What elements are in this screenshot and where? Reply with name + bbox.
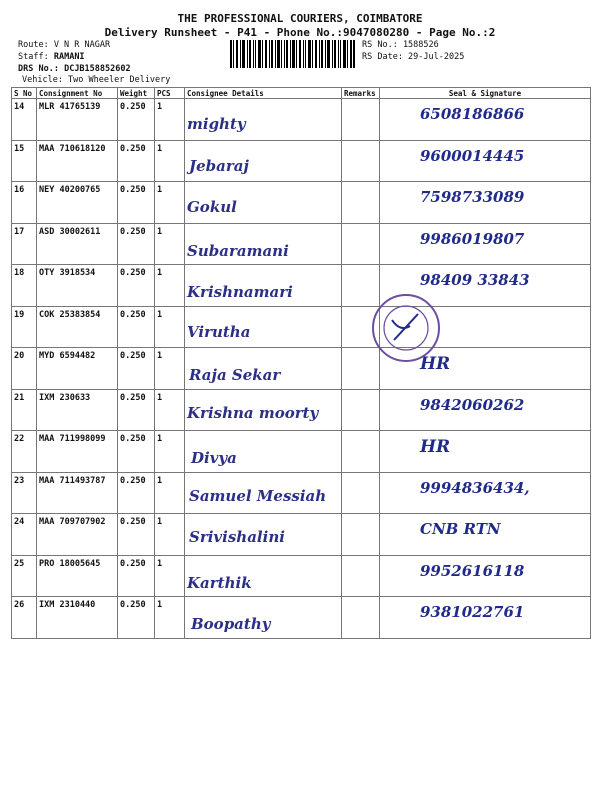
table-row (12, 555, 591, 597)
table-row (12, 265, 591, 307)
row-sno: 25 (12, 555, 37, 597)
row-weight: 0.250 (118, 306, 155, 348)
row-sno: 15 (12, 140, 37, 182)
signature-phone: 9952616118 (420, 561, 525, 580)
consignee-handwritten-name: Raja Sekar (189, 366, 281, 384)
consignee-handwritten-name: Virutha (187, 322, 251, 341)
row-consignment: MAA 710618120 (37, 140, 118, 182)
row-weight: 0.250 (118, 140, 155, 182)
row-pcs: 1 (155, 389, 185, 431)
row-pcs: 1 (155, 472, 185, 514)
row-sno: 14 (12, 99, 37, 141)
signature-phone: 9600014445 (420, 146, 525, 165)
row-signature (380, 140, 591, 182)
table-row (12, 306, 591, 348)
company-title: THE PROFESSIONAL COURIERS, COIMBATORE (177, 12, 423, 25)
row-signature (380, 555, 591, 597)
row-pcs: 1 (155, 431, 185, 473)
table-row (12, 140, 591, 182)
row-consignee (185, 514, 342, 556)
row-pcs: 1 (155, 306, 185, 348)
row-consignment: MAA 711998099 (37, 431, 118, 473)
staff-label: Staff: (18, 52, 49, 62)
col-signature: Seal & Signature (380, 88, 591, 99)
row-remarks (342, 99, 380, 141)
consignee-handwritten-name: Subaramani (187, 241, 289, 260)
row-consignment: PRO 18005645 (37, 555, 118, 597)
consignee-handwritten-name: Jebaraj (189, 156, 249, 175)
row-remarks (342, 597, 380, 639)
row-sno: 17 (12, 223, 37, 265)
row-weight: 0.250 (118, 472, 155, 514)
row-consignment: IXM 2310440 (37, 597, 118, 639)
row-sno: 18 (12, 265, 37, 307)
table-row (12, 389, 591, 431)
seal-stamp (370, 292, 442, 364)
row-pcs: 1 (155, 182, 185, 224)
row-remarks (342, 223, 380, 265)
row-consignment: MLR 41765139 (37, 99, 118, 141)
table-row (12, 223, 591, 265)
runsheet-subtitle: Delivery Runsheet - P41 - Phone No.:9047080280 - Page No.:2 (104, 26, 496, 39)
row-pcs: 1 (155, 223, 185, 265)
row-remarks (342, 182, 380, 224)
row-consignee (185, 140, 342, 182)
col-consignee: Consignee Details (185, 88, 342, 99)
consignee-handwritten-name: Divya (191, 449, 237, 467)
consignee-handwritten-name: Karthik (187, 573, 252, 592)
col-pcs: PCS (155, 88, 185, 99)
staff-line (18, 52, 85, 62)
route-label: Route: V N R NAGAR (18, 40, 111, 50)
row-weight: 0.250 (118, 389, 155, 431)
vehicle-label: Vehicle: Two Wheeler Delivery (22, 75, 171, 85)
row-consignee (185, 431, 342, 473)
row-remarks (342, 472, 380, 514)
row-remarks (342, 514, 380, 556)
signature-phone: 7598733089 (420, 188, 525, 206)
row-weight: 0.250 (118, 265, 155, 307)
row-remarks (342, 431, 380, 473)
row-signature (380, 514, 591, 556)
signature-phone: 9986019807 (420, 229, 525, 248)
rs-date: RS Date: 29-Jul-2025 (362, 52, 465, 62)
row-remarks (342, 389, 380, 431)
row-consignee (185, 265, 342, 307)
row-consignee (185, 223, 342, 265)
row-weight: 0.250 (118, 182, 155, 224)
table-header (12, 88, 591, 99)
signature-phone: 9842060262 (420, 395, 525, 414)
drs-line (18, 64, 131, 74)
col-sno: S No (12, 88, 37, 99)
row-weight: 0.250 (118, 431, 155, 473)
row-signature (380, 472, 591, 514)
signature-phone: 9994836434, (420, 478, 530, 497)
row-remarks (342, 555, 380, 597)
row-weight: 0.250 (118, 99, 155, 141)
table-row (12, 182, 591, 224)
table-row (12, 99, 591, 141)
row-weight: 0.250 (118, 348, 155, 390)
row-consignee (185, 99, 342, 141)
signature-phone: 98409 33843 (420, 271, 530, 289)
col-weight: Weight (118, 88, 155, 99)
delivery-table (11, 87, 591, 639)
row-consignee (185, 597, 342, 639)
row-signature (380, 182, 591, 224)
consignee-handwritten-name: Boopathy (191, 615, 271, 633)
row-consignee (185, 555, 342, 597)
row-consignment: MAA 711493787 (37, 472, 118, 514)
consignee-handwritten-name: Samuel Messiah (189, 486, 327, 505)
signature-phone: 9381022761 (420, 603, 525, 621)
row-consignment: MYD 6594482 (37, 348, 118, 390)
row-signature (380, 389, 591, 431)
staff-name: RAMANI (53, 52, 85, 62)
barcode (230, 40, 355, 68)
row-consignee (185, 348, 342, 390)
table-row (12, 597, 591, 639)
consignee-handwritten-name: Krishnamari (187, 283, 293, 301)
row-sno: 22 (12, 431, 37, 473)
consignee-handwritten-name: mighty (187, 115, 246, 133)
row-weight: 0.250 (118, 597, 155, 639)
row-weight: 0.250 (118, 223, 155, 265)
table-row (12, 431, 591, 473)
consignee-handwritten-name: Krishna moorty (187, 403, 319, 422)
row-pcs: 1 (155, 265, 185, 307)
consignee-handwritten-name: Srivishalini (189, 528, 285, 546)
row-signature (380, 223, 591, 265)
row-signature (380, 431, 591, 473)
col-consignment: Consignment No (37, 88, 118, 99)
drs-label: DRS No.: (18, 64, 59, 74)
consignee-handwritten-name: Gokul (187, 198, 237, 216)
row-sno: 21 (12, 389, 37, 431)
row-pcs: 1 (155, 514, 185, 556)
row-remarks (342, 140, 380, 182)
table-row (12, 472, 591, 514)
rs-number: RS No.: 1588526 (362, 40, 439, 50)
row-consignee (185, 389, 342, 431)
row-weight: 0.250 (118, 514, 155, 556)
row-sno: 16 (12, 182, 37, 224)
row-sno: 20 (12, 348, 37, 390)
row-consignment: ASD 30002611 (37, 223, 118, 265)
row-pcs: 1 (155, 348, 185, 390)
row-consignment: IXM 230633 (37, 389, 118, 431)
row-signature (380, 597, 591, 639)
row-sno: 19 (12, 306, 37, 348)
row-weight: 0.250 (118, 555, 155, 597)
col-remarks: Remarks (342, 88, 380, 99)
row-pcs: 1 (155, 99, 185, 141)
row-consignment: MAA 709707902 (37, 514, 118, 556)
table-row (12, 514, 591, 556)
row-sno: 23 (12, 472, 37, 514)
row-consignee (185, 306, 342, 348)
row-consignment: COK 25383854 (37, 306, 118, 348)
row-sno: 26 (12, 597, 37, 639)
row-pcs: 1 (155, 597, 185, 639)
drs-number: DCJB158852602 (64, 64, 131, 74)
row-pcs: 1 (155, 555, 185, 597)
row-consignee (185, 472, 342, 514)
signature-phone: 6508186866 (420, 105, 525, 123)
signature-phone: HR (420, 437, 451, 457)
signature-phone: HR (420, 354, 451, 374)
row-consignee (185, 182, 342, 224)
row-signature (380, 99, 591, 141)
table-row (12, 348, 591, 390)
row-pcs: 1 (155, 140, 185, 182)
signature-phone: CNB RTN (420, 520, 501, 538)
row-consignment: NEY 40200765 (37, 182, 118, 224)
row-consignment: OTY 3918534 (37, 265, 118, 307)
row-sno: 24 (12, 514, 37, 556)
